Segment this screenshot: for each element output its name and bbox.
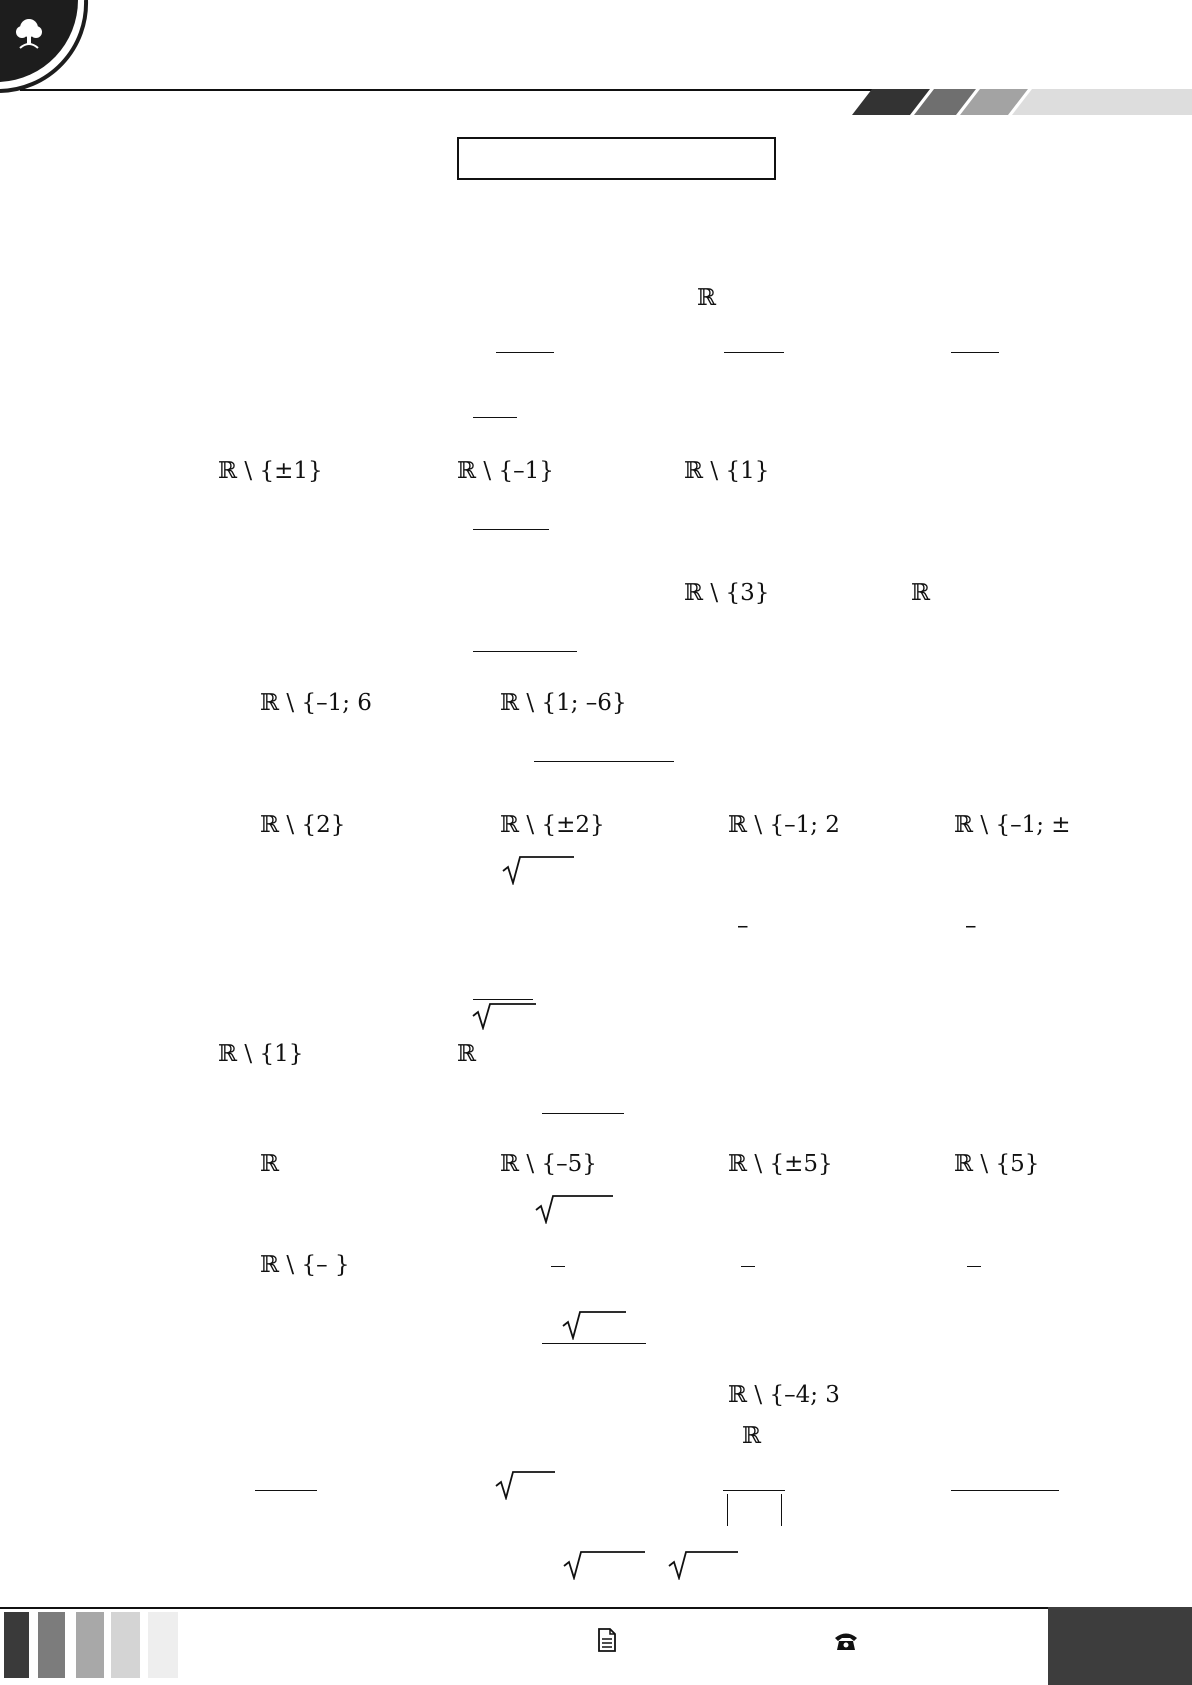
- set-r-minus-5: ℝ \ {5}: [954, 1151, 1040, 1177]
- radical-sign: [495, 1470, 557, 1500]
- header-rule: [20, 89, 885, 91]
- minus-sign: –: [965, 913, 977, 939]
- set-r-minus-1: ℝ \ {1}: [684, 458, 770, 484]
- reals-symbol: ℝ: [742, 1423, 762, 1449]
- title-box: [457, 137, 776, 180]
- fraction-bar: [542, 1113, 624, 1114]
- set-r-minus-neg1-6: ℝ \ {–1; 6: [260, 690, 372, 716]
- footer-stripe: [76, 1612, 104, 1678]
- fraction-bar: [551, 1266, 565, 1267]
- radical-sign: [563, 1550, 647, 1580]
- footer-stripe: [111, 1612, 140, 1678]
- header-stripes: [852, 89, 1192, 117]
- set-r-minus-frac: ℝ \ {– }: [260, 1252, 350, 1278]
- fraction-bar: [534, 761, 674, 762]
- fraction-bar: [255, 1490, 317, 1491]
- logo-badge: [0, 0, 100, 100]
- set-r-minus-neg5: ℝ \ {–5}: [500, 1151, 597, 1177]
- fraction-bar: [473, 651, 577, 652]
- set-r-minus-pm5: ℝ \ {±5}: [728, 1151, 833, 1177]
- set-r-minus-1: ℝ \ {1}: [218, 1041, 304, 1067]
- footer-rule: [0, 1607, 1192, 1609]
- set-r-minus-neg1-2: ℝ \ {–1; 2: [728, 812, 840, 838]
- footer-stripe: [38, 1612, 65, 1678]
- document-icon: [597, 1628, 617, 1652]
- fraction-bar: [542, 1343, 646, 1344]
- header: [0, 0, 1192, 120]
- footer: [0, 1607, 1192, 1685]
- fraction-bar: [473, 417, 517, 418]
- set-r-minus-pm2: ℝ \ {±2}: [500, 812, 605, 838]
- radical-sign: [535, 1194, 615, 1224]
- footer-stripe: [148, 1612, 178, 1678]
- fraction-bar: [724, 352, 784, 353]
- tree-icon: [14, 18, 44, 50]
- set-r-minus-neg4-3: ℝ \ {–4; 3: [728, 1382, 840, 1408]
- minus-sign: –: [737, 913, 749, 939]
- reals-symbol: ℝ: [260, 1151, 280, 1177]
- absolute-value-bar: [781, 1494, 782, 1526]
- fraction-bar: [951, 1490, 1059, 1491]
- footer-dark-block: [1048, 1607, 1192, 1685]
- radical-sign: [668, 1550, 740, 1580]
- phone-icon: [834, 1631, 858, 1651]
- radical-sign: [562, 1310, 628, 1340]
- set-r-minus-1-neg6: ℝ \ {1; –6}: [500, 690, 627, 716]
- radical-sign: [502, 855, 576, 885]
- set-r-minus-pm1: ℝ \ {±1}: [218, 458, 323, 484]
- reals-symbol: ℝ: [457, 1041, 477, 1067]
- reals-symbol: ℝ: [697, 285, 717, 311]
- fraction-bar: [496, 352, 554, 353]
- fraction-bar: [741, 1266, 755, 1267]
- fraction-bar: [723, 1490, 785, 1491]
- absolute-value-bar: [727, 1494, 728, 1526]
- fraction-bar: [967, 1266, 981, 1267]
- set-r-minus-neg1: ℝ \ {–1}: [457, 458, 554, 484]
- set-r-minus-3: ℝ \ {3}: [684, 580, 770, 606]
- set-r-minus-2: ℝ \ {2}: [260, 812, 346, 838]
- fraction-bar: [473, 529, 549, 530]
- footer-stripe: [4, 1612, 29, 1678]
- reals-symbol: ℝ: [911, 580, 931, 606]
- fraction-bar: [951, 352, 999, 353]
- set-r-minus-neg1-pm: ℝ \ {–1; ±: [954, 812, 1071, 838]
- radical-sign: [472, 1000, 538, 1030]
